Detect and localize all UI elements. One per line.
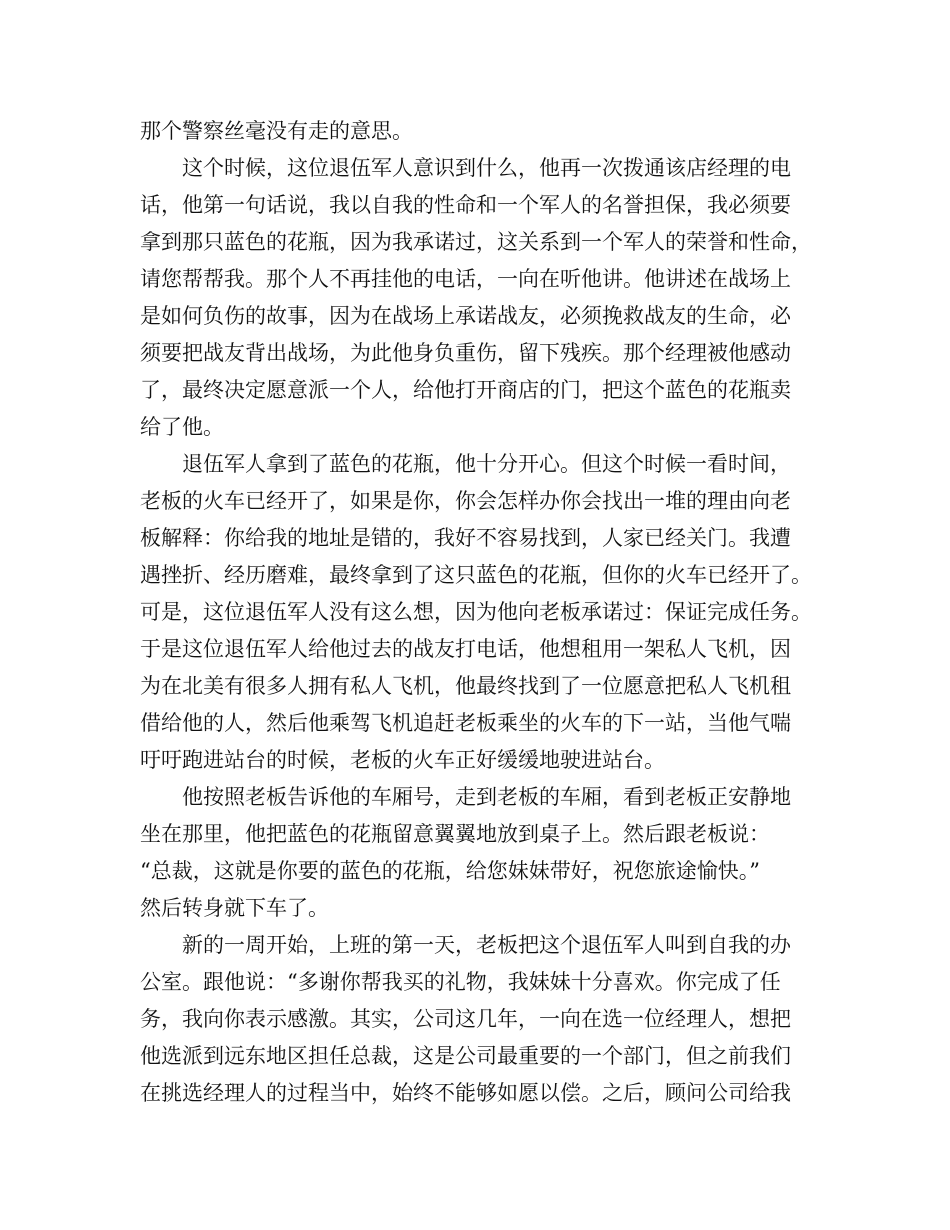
text-line: 新的一周开始，上班的第一天，老板把这个退伍军人叫到自我的办 — [182, 933, 791, 957]
text-line: 坐在那里，他把蓝色的花瓶留意翼翼地放到桌子上。然后跟老板说： — [140, 822, 770, 846]
text-line: 借给他的人，然后他乘驾飞机追赶老板乘坐的火车的下一站，当他气喘 — [140, 711, 791, 735]
text-line: 于是这位退伍军人给他过去的战友打电话，他想租用一架私人飞机，因 — [140, 637, 791, 661]
text-line: “总裁，这就是你要的蓝色的花瓶，给您妹妹带好，祝您旅途愉快。” — [140, 859, 760, 883]
document-body — [140, 113, 820, 1112]
text-line: 公室。跟他说：“多谢你帮我买的礼物，我妹妹十分喜欢。你完成了任 — [140, 970, 781, 994]
text-line: 是如何负伤的故事，因为在战场上承诺战友，必须挽救战友的生命，必 — [140, 304, 791, 328]
text-line: 那个警察丝毫没有走的意思。 — [140, 119, 413, 143]
paragraph — [140, 779, 820, 927]
text-line: 拿到那只蓝色的花瓶，因为我承诺过，这关系到一个军人的荣誉和性命， — [140, 230, 812, 254]
text-line: 了，最终决定愿意派一个人，给他打开商店的门，把这个蓝色的花瓶卖 — [140, 378, 791, 402]
text-line: 老板的火车已经开了，如果是你，你会怎样办你会找出一堆的理由向老 — [140, 489, 791, 513]
text-line: 他按照老板告诉他的车厢号，走到老板的车厢，看到老板正安静地 — [182, 785, 791, 809]
paragraph — [140, 927, 820, 1112]
text-line: 吁吁跑进站台的时候，老板的火车正好缓缓地驶进站台。 — [140, 748, 665, 772]
text-line: 退伍军人拿到了蓝色的花瓶，他十分开心。但这个时候一看时间， — [182, 452, 791, 476]
text-line: 须要把战友背出战场，为此他身负重伤，留下残疾。那个经理被他感动 — [140, 341, 791, 365]
text-line: 板解释：你给我的地址是错的，我好不容易找到，人家已经关门。我遭 — [140, 526, 791, 550]
text-line: 在挑选经理人的过程当中，始终不能够如愿以偿。之后，顾问公司给我 — [140, 1081, 791, 1105]
paragraph — [140, 150, 820, 446]
text-line: 然后转身就下车了。 — [140, 896, 329, 920]
text-line: 他选派到远东地区担任总裁，这是公司最重要的一个部门，但之前我们 — [140, 1044, 791, 1068]
text-line: 可是，这位退伍军人没有这么想，因为他向老板承诺过：保证完成任务。 — [140, 600, 812, 624]
paragraph — [140, 113, 820, 150]
text-line: 请您帮帮我。那个人不再挂他的电话，一向在听他讲。他讲述在战场上 — [140, 267, 791, 291]
paragraph — [140, 446, 820, 779]
text-line: 这个时候，这位退伍军人意识到什么，他再一次拨通该店经理的电 — [182, 156, 791, 180]
text-line: 务，我向你表示感激。其实，公司这几年，一向在选一位经理人，想把 — [140, 1007, 791, 1031]
text-line: 遇挫折、经历磨难，最终拿到了这只蓝色的花瓶，但你的火车已经开了。 — [140, 563, 812, 587]
text-line: 给了他。 — [140, 415, 224, 439]
text-line: 为在北美有很多人拥有私人飞机，他最终找到了一位愿意把私人飞机租 — [140, 674, 791, 698]
text-line: 话，他第一句话说，我以自我的性命和一个军人的名誉担保，我必须要 — [140, 193, 791, 217]
